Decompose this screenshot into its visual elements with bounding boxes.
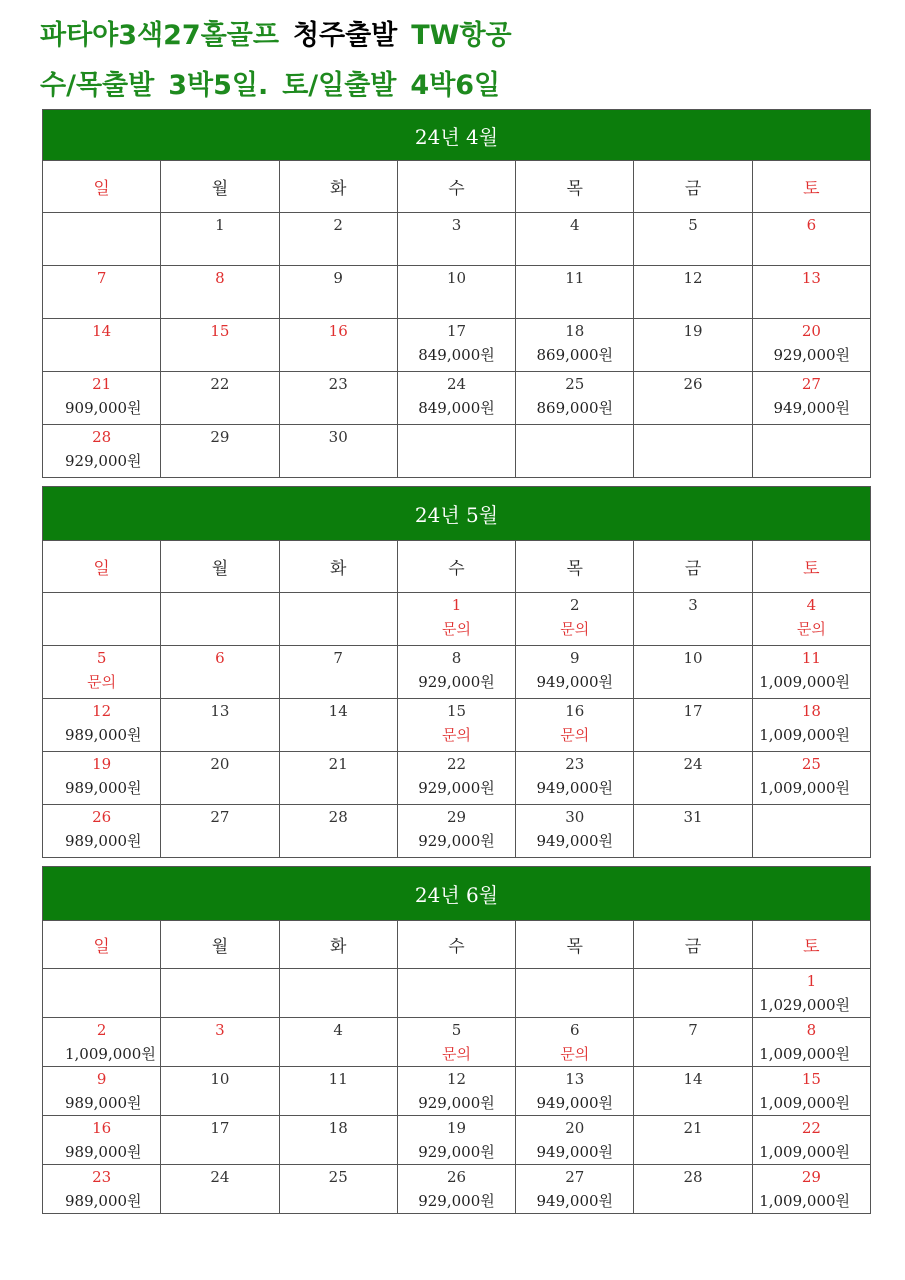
day-number: 10 xyxy=(210,1070,230,1088)
title-segment: 청주출발 xyxy=(292,20,398,51)
price-label: 929,000원 xyxy=(418,673,495,691)
day-number: 26 xyxy=(446,1168,467,1186)
month-header: 24년 5월 xyxy=(43,487,871,541)
empty-cell xyxy=(397,425,515,478)
week-row xyxy=(43,1067,871,1116)
day-number: 18 xyxy=(565,322,585,340)
day-cell xyxy=(752,646,870,699)
empty-cell xyxy=(43,969,161,1018)
day-number: 14 xyxy=(683,1070,703,1088)
day-number: 19 xyxy=(683,322,703,340)
day-number: 27 xyxy=(210,808,230,826)
price-label: 1,009,000원 xyxy=(759,673,851,691)
day-cell xyxy=(279,699,397,752)
day-number: 7 xyxy=(96,269,107,287)
day-cell xyxy=(279,1116,397,1165)
month-calendar xyxy=(42,866,871,1214)
price-label: 929,000원 xyxy=(773,346,851,364)
day-number: 24 xyxy=(210,1168,230,1186)
week-row xyxy=(43,266,871,319)
weekday-header: 목 xyxy=(516,161,634,213)
price-label: 929,000원 xyxy=(418,1192,495,1210)
day-cell xyxy=(516,646,634,699)
day-number: 9 xyxy=(569,649,580,667)
weekday-header: 토 xyxy=(752,541,870,593)
day-cell xyxy=(161,646,279,699)
day-cell xyxy=(397,805,515,858)
price-label: 949,000원 xyxy=(536,779,614,797)
day-number: 27 xyxy=(801,375,821,393)
empty-cell xyxy=(161,969,279,1018)
day-cell xyxy=(279,266,397,319)
title-line-2 xyxy=(40,72,500,99)
weekday-header: 월 xyxy=(161,541,279,593)
day-cell xyxy=(516,1018,634,1067)
weekday-header: 토 xyxy=(752,921,870,969)
price-label: 849,000원 xyxy=(418,346,495,364)
day-cell xyxy=(752,1067,870,1116)
day-cell xyxy=(634,372,752,425)
week-row xyxy=(43,646,871,699)
day-number: 23 xyxy=(92,1168,112,1186)
day-number: 26 xyxy=(92,808,112,826)
weekday-header: 금 xyxy=(634,541,752,593)
month-header: 24년 6월 xyxy=(43,867,871,921)
day-number: 15 xyxy=(801,1070,821,1088)
price-label: 1,009,000원 xyxy=(65,1045,156,1063)
weekday-header: 토 xyxy=(752,161,870,213)
day-number: 23 xyxy=(328,375,348,393)
day-number: 29 xyxy=(801,1168,821,1186)
day-number: 25 xyxy=(801,755,821,773)
price-label: 869,000원 xyxy=(536,399,614,417)
week-row xyxy=(43,1018,871,1067)
month-calendar xyxy=(42,486,871,858)
day-number: 2 xyxy=(333,216,343,234)
day-number: 10 xyxy=(446,269,467,287)
day-number: 8 xyxy=(451,649,462,667)
day-cell xyxy=(397,1116,515,1165)
day-cell xyxy=(397,1067,515,1116)
day-cell xyxy=(752,593,870,646)
day-number: 25 xyxy=(565,375,585,393)
week-row xyxy=(43,213,871,266)
weekday-header: 수 xyxy=(397,541,515,593)
day-number: 11 xyxy=(565,269,585,287)
inquiry-label: 문의 xyxy=(560,726,590,744)
day-cell xyxy=(279,1018,397,1067)
weekday-header: 금 xyxy=(634,921,752,969)
price-label: 1,009,000원 xyxy=(759,1094,851,1112)
inquiry-label: 문의 xyxy=(441,1045,471,1063)
day-cell xyxy=(279,1067,397,1116)
weekday-header: 화 xyxy=(279,541,397,593)
day-number: 29 xyxy=(210,428,230,446)
day-cell xyxy=(516,699,634,752)
empty-cell xyxy=(279,969,397,1018)
empty-cell xyxy=(516,969,634,1018)
day-cell xyxy=(752,699,870,752)
weekday-header: 목 xyxy=(516,921,634,969)
price-label: 1,009,000원 xyxy=(759,1045,851,1063)
week-row xyxy=(43,425,871,478)
title-line-1 xyxy=(40,22,512,49)
day-cell xyxy=(397,372,515,425)
day-cell xyxy=(752,319,870,372)
day-number: 13 xyxy=(565,1070,585,1088)
month-header: 24년 4월 xyxy=(43,110,871,161)
day-cell xyxy=(752,1165,870,1214)
week-row xyxy=(43,805,871,858)
day-number: 24 xyxy=(683,755,703,773)
price-label: 989,000원 xyxy=(65,726,142,744)
title-segment: 수/목출발 xyxy=(40,70,155,101)
empty-cell xyxy=(279,593,397,646)
day-cell xyxy=(634,213,752,266)
day-cell xyxy=(397,319,515,372)
day-number: 11 xyxy=(328,1070,348,1088)
day-number: 20 xyxy=(801,322,821,340)
day-number: 18 xyxy=(328,1119,348,1137)
day-number: 22 xyxy=(210,375,230,393)
day-cell xyxy=(161,425,279,478)
price-label: 949,000원 xyxy=(773,399,851,417)
price-label: 1,009,000원 xyxy=(759,1192,851,1210)
day-cell xyxy=(634,699,752,752)
price-label: 869,000원 xyxy=(536,346,614,364)
day-cell xyxy=(516,1067,634,1116)
day-cell xyxy=(279,319,397,372)
day-cell xyxy=(516,372,634,425)
week-row xyxy=(43,372,871,425)
week-row xyxy=(43,969,871,1018)
price-label: 909,000원 xyxy=(65,399,142,417)
day-number: 1 xyxy=(215,216,225,234)
day-cell xyxy=(43,425,161,478)
day-cell xyxy=(161,1067,279,1116)
day-cell xyxy=(516,1116,634,1165)
weekday-header: 화 xyxy=(279,161,397,213)
day-cell xyxy=(43,699,161,752)
title-segment: 파타야3색27홀골프 xyxy=(40,20,279,51)
day-cell xyxy=(397,266,515,319)
week-row xyxy=(43,319,871,372)
day-cell xyxy=(161,1165,279,1214)
day-cell xyxy=(397,213,515,266)
day-cell xyxy=(634,1067,752,1116)
weekday-header: 월 xyxy=(161,921,279,969)
day-cell xyxy=(397,646,515,699)
day-cell xyxy=(43,1165,161,1214)
day-number: 11 xyxy=(801,649,821,667)
day-number: 5 xyxy=(96,649,107,667)
week-row xyxy=(43,1165,871,1214)
day-number: 7 xyxy=(688,1021,698,1039)
day-cell xyxy=(279,213,397,266)
day-cell xyxy=(752,969,870,1018)
day-number: 17 xyxy=(683,702,703,720)
day-number: 22 xyxy=(801,1119,821,1137)
day-number: 4 xyxy=(806,596,817,614)
day-number: 1 xyxy=(451,596,462,614)
price-label: 989,000원 xyxy=(65,779,142,797)
day-cell xyxy=(752,266,870,319)
inquiry-label: 문의 xyxy=(560,620,590,638)
weekday-header: 일 xyxy=(43,161,161,213)
week-row xyxy=(43,1116,871,1165)
day-number: 30 xyxy=(565,808,585,826)
day-number: 2 xyxy=(569,596,580,614)
day-cell xyxy=(634,319,752,372)
day-cell xyxy=(43,319,161,372)
day-number: 15 xyxy=(210,322,230,340)
inquiry-label: 문의 xyxy=(796,620,826,638)
title-segment: 토/일출발 xyxy=(282,70,397,101)
empty-cell xyxy=(752,425,870,478)
day-cell xyxy=(397,1018,515,1067)
day-number: 22 xyxy=(446,755,467,773)
day-number: 19 xyxy=(446,1119,467,1137)
weekday-header: 수 xyxy=(397,921,515,969)
price-label: 989,000원 xyxy=(65,832,142,850)
day-cell xyxy=(634,1018,752,1067)
day-cell xyxy=(43,372,161,425)
day-number: 13 xyxy=(210,702,230,720)
day-cell xyxy=(161,372,279,425)
day-number: 27 xyxy=(565,1168,585,1186)
week-row xyxy=(43,593,871,646)
day-cell xyxy=(161,1018,279,1067)
day-number: 28 xyxy=(683,1168,703,1186)
empty-cell xyxy=(634,969,752,1018)
week-row xyxy=(43,699,871,752)
price-label: 929,000원 xyxy=(65,452,142,470)
day-cell xyxy=(516,213,634,266)
day-cell xyxy=(43,805,161,858)
day-number: 16 xyxy=(328,322,348,340)
day-cell xyxy=(752,752,870,805)
price-label: 949,000원 xyxy=(536,1192,614,1210)
title-segment: 4박6일 xyxy=(410,70,501,101)
empty-cell xyxy=(43,213,161,266)
weekday-header: 월 xyxy=(161,161,279,213)
day-cell xyxy=(634,805,752,858)
day-cell xyxy=(397,699,515,752)
day-cell xyxy=(161,319,279,372)
day-number: 5 xyxy=(451,1021,462,1039)
day-cell xyxy=(43,1116,161,1165)
day-number: 4 xyxy=(333,1021,343,1039)
day-number: 20 xyxy=(565,1119,585,1137)
day-cell xyxy=(161,266,279,319)
day-cell xyxy=(279,1165,397,1214)
day-number: 26 xyxy=(683,375,703,393)
empty-cell xyxy=(516,425,634,478)
inquiry-label: 문의 xyxy=(87,673,117,691)
day-cell xyxy=(43,646,161,699)
price-label: 949,000원 xyxy=(536,832,614,850)
day-number: 14 xyxy=(92,322,112,340)
day-number: 8 xyxy=(215,269,225,287)
day-cell xyxy=(516,1165,634,1214)
price-label: 1,009,000원 xyxy=(759,1143,851,1161)
weekday-header: 목 xyxy=(516,541,634,593)
day-cell xyxy=(516,752,634,805)
day-cell xyxy=(43,1067,161,1116)
day-cell xyxy=(161,699,279,752)
day-cell xyxy=(43,266,161,319)
day-cell xyxy=(752,372,870,425)
day-number: 21 xyxy=(328,755,348,773)
day-number: 19 xyxy=(92,755,112,773)
day-number: 3 xyxy=(688,596,698,614)
price-label: 1,029,000원 xyxy=(759,996,851,1014)
day-cell xyxy=(634,646,752,699)
day-number: 9 xyxy=(333,269,343,287)
day-cell xyxy=(161,1116,279,1165)
day-number: 13 xyxy=(801,269,821,287)
day-cell xyxy=(634,266,752,319)
month-calendar xyxy=(42,109,871,478)
day-number: 25 xyxy=(328,1168,348,1186)
day-number: 20 xyxy=(210,755,230,773)
price-label: 949,000원 xyxy=(536,1094,614,1112)
weekday-header: 일 xyxy=(43,921,161,969)
price-label: 949,000원 xyxy=(536,673,614,691)
day-number: 14 xyxy=(328,702,348,720)
day-number: 28 xyxy=(92,428,112,446)
price-label: 989,000원 xyxy=(65,1143,142,1161)
day-number: 12 xyxy=(683,269,703,287)
day-number: 12 xyxy=(446,1070,467,1088)
empty-cell xyxy=(634,425,752,478)
price-label: 1,009,000원 xyxy=(759,726,851,744)
day-cell xyxy=(752,1018,870,1067)
price-label: 929,000원 xyxy=(418,779,495,797)
day-number: 16 xyxy=(565,702,585,720)
day-number: 16 xyxy=(92,1119,112,1137)
day-cell xyxy=(279,752,397,805)
day-cell xyxy=(161,752,279,805)
price-label: 929,000원 xyxy=(418,1094,495,1112)
day-cell xyxy=(279,425,397,478)
day-number: 4 xyxy=(569,216,580,234)
price-label: 849,000원 xyxy=(418,399,495,417)
day-number: 8 xyxy=(806,1021,817,1039)
day-number: 17 xyxy=(446,322,467,340)
day-number: 21 xyxy=(683,1119,703,1137)
day-cell xyxy=(161,805,279,858)
day-number: 9 xyxy=(96,1070,107,1088)
price-label: 989,000원 xyxy=(65,1094,142,1112)
day-cell xyxy=(634,752,752,805)
day-number: 2 xyxy=(96,1021,107,1039)
day-number: 10 xyxy=(683,649,703,667)
price-label: 989,000원 xyxy=(65,1192,142,1210)
day-cell xyxy=(516,593,634,646)
week-row xyxy=(43,752,871,805)
day-cell xyxy=(397,593,515,646)
day-number: 21 xyxy=(92,375,112,393)
title-segment: TW항공 xyxy=(411,20,512,51)
day-number: 31 xyxy=(683,808,703,826)
day-cell xyxy=(516,266,634,319)
day-cell xyxy=(279,805,397,858)
day-cell xyxy=(752,213,870,266)
day-number: 3 xyxy=(215,1021,225,1039)
empty-cell xyxy=(397,969,515,1018)
day-number: 15 xyxy=(446,702,467,720)
day-number: 1 xyxy=(806,972,817,990)
price-label: 929,000원 xyxy=(418,1143,495,1161)
day-number: 23 xyxy=(565,755,585,773)
day-cell xyxy=(634,1116,752,1165)
day-cell xyxy=(43,752,161,805)
day-number: 6 xyxy=(806,216,817,234)
day-cell xyxy=(516,805,634,858)
day-number: 18 xyxy=(801,702,821,720)
price-label: 1,009,000원 xyxy=(759,779,851,797)
title-segment: 3박5일. xyxy=(168,70,269,101)
empty-cell xyxy=(43,593,161,646)
day-number: 30 xyxy=(328,428,348,446)
day-number: 3 xyxy=(451,216,462,234)
inquiry-label: 문의 xyxy=(560,1045,590,1063)
day-cell xyxy=(634,1165,752,1214)
day-cell xyxy=(279,372,397,425)
empty-cell xyxy=(752,805,870,858)
day-number: 6 xyxy=(215,649,225,667)
day-number: 29 xyxy=(446,808,467,826)
day-number: 24 xyxy=(446,375,467,393)
day-cell xyxy=(161,213,279,266)
day-number: 17 xyxy=(210,1119,230,1137)
empty-cell xyxy=(161,593,279,646)
day-number: 12 xyxy=(92,702,112,720)
day-cell xyxy=(634,593,752,646)
inquiry-label: 문의 xyxy=(441,620,471,638)
price-label: 949,000원 xyxy=(536,1143,614,1161)
day-number: 6 xyxy=(569,1021,580,1039)
day-number: 28 xyxy=(328,808,348,826)
inquiry-label: 문의 xyxy=(441,726,471,744)
day-cell xyxy=(279,646,397,699)
weekday-header: 화 xyxy=(279,921,397,969)
day-number: 5 xyxy=(688,216,698,234)
day-cell xyxy=(752,1116,870,1165)
day-number: 7 xyxy=(333,649,343,667)
day-cell xyxy=(43,1018,161,1067)
weekday-header: 금 xyxy=(634,161,752,213)
price-label: 929,000원 xyxy=(418,832,495,850)
weekday-header: 일 xyxy=(43,541,161,593)
weekday-header: 수 xyxy=(397,161,515,213)
day-cell xyxy=(516,319,634,372)
day-cell xyxy=(397,752,515,805)
day-cell xyxy=(397,1165,515,1214)
